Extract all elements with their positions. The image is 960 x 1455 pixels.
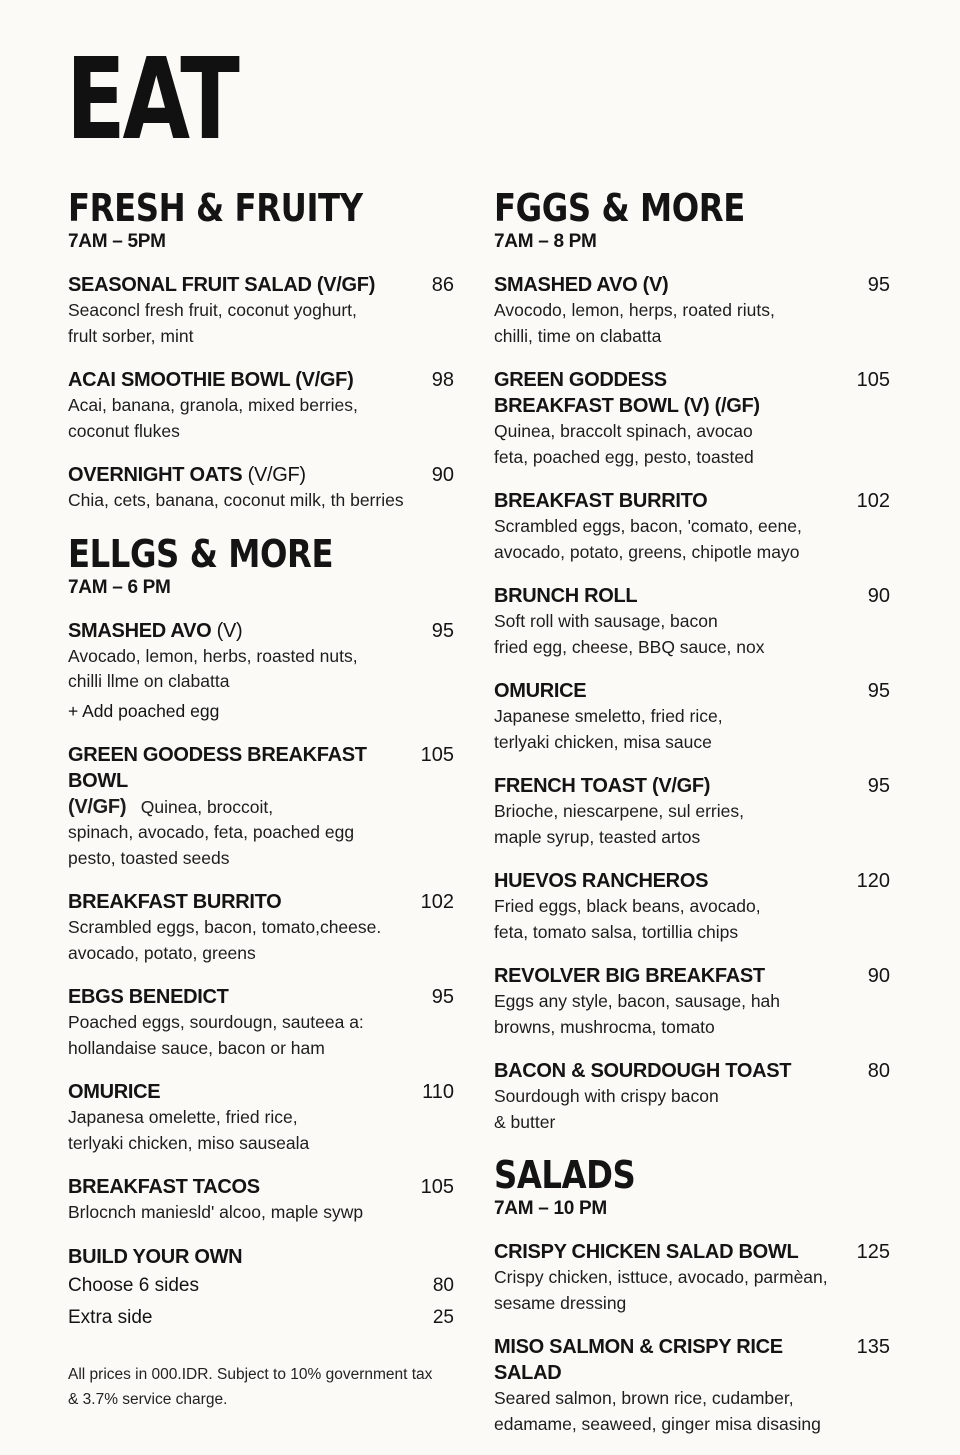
item-description: spinach, avocado, feta, poached egg bbox=[68, 822, 355, 842]
section-hours: 7AM – 5PM bbox=[68, 231, 166, 252]
row-label: Extra side bbox=[68, 1306, 153, 1328]
item-price: 105 bbox=[420, 743, 454, 766]
menu-item bbox=[68, 272, 454, 349]
item-price: 98 bbox=[431, 369, 454, 391]
item-description: Eggs any style, bacon, sausage, hah bbox=[494, 991, 781, 1011]
menu-item bbox=[68, 367, 454, 444]
item-description: Brioche, niescarpene, sul erries, bbox=[494, 801, 744, 821]
item-description: chilli, time on clabatta bbox=[494, 325, 662, 346]
item-description: Scrambled eggs, bacon, 'comato, eene, bbox=[494, 516, 802, 536]
footnote-line: All prices in 000.IDR. Subject to 10% government tax bbox=[68, 1365, 433, 1383]
menu-item bbox=[494, 1334, 890, 1437]
item-description: Japanesa omelette, fried rice, bbox=[68, 1107, 298, 1127]
item-description-inline: Quinea, broccoit, bbox=[140, 796, 274, 817]
item-name: BACON & SOURDOUGH TOAST bbox=[494, 1060, 792, 1082]
item-description: Crispy chicken, isttuce, avocado, parmèan, bbox=[494, 1267, 828, 1287]
item-price: 80 bbox=[867, 1060, 890, 1082]
item-price: 105 bbox=[420, 1176, 454, 1198]
item-tag: (V/GF) bbox=[247, 464, 306, 486]
item-description: maple syrup, teasted artos bbox=[494, 826, 701, 847]
item-price: 105 bbox=[856, 369, 890, 391]
item-price: 95 bbox=[867, 775, 890, 797]
item-price: 90 bbox=[867, 585, 890, 607]
item-description: feta, tomato salsa, tortillia chips bbox=[494, 921, 739, 942]
section-hours: 7AM – 10 PM bbox=[494, 1198, 607, 1219]
item-description: Acai, banana, granola, mixed berries, bbox=[68, 395, 358, 415]
menu-item bbox=[494, 272, 890, 349]
item-price: 125 bbox=[856, 1241, 890, 1263]
item-description: feta, poached egg, pesto, toasted bbox=[494, 446, 754, 467]
price-footnote bbox=[68, 1362, 454, 1412]
item-name: MISO SALMON & CRISPY RICE SALAD bbox=[494, 1336, 783, 1384]
section-eggs-more-left bbox=[68, 532, 454, 1226]
row-label: Choose 6 sides bbox=[68, 1274, 199, 1296]
menu-item bbox=[494, 1058, 890, 1135]
item-description: Brlocnch maniesld' alcoo, maple sywp bbox=[68, 1202, 364, 1222]
item-name: REVOLVER BIG BREAKFAST bbox=[494, 965, 765, 987]
item-name-text: OVERNIGHT OATS bbox=[68, 464, 243, 486]
section-fresh-fruity bbox=[68, 186, 454, 514]
menu-item bbox=[494, 583, 890, 660]
menu-item bbox=[494, 963, 890, 1040]
item-description: Sourdough with crispy bacon bbox=[494, 1086, 719, 1106]
item-tag: (V/GF) bbox=[68, 795, 127, 818]
item-description: hollandaise sauce, bacon or ham bbox=[68, 1037, 325, 1058]
section-title: FGGS & MORE bbox=[494, 186, 745, 230]
item-description: browns, mushrocma, tomato bbox=[494, 1016, 715, 1037]
item-price: 95 bbox=[867, 680, 890, 702]
item-description: Quinea, braccolt spinach, avocao bbox=[494, 421, 753, 441]
section-title: FRESH & FRUITY bbox=[68, 186, 363, 230]
item-description: edamame, seaweed, ginger misa disasing bbox=[494, 1413, 821, 1434]
menu-item bbox=[494, 1239, 890, 1316]
item-description bbox=[68, 794, 454, 821]
section-title: ELLGS & MORE bbox=[68, 531, 334, 576]
page-title: EAT bbox=[66, 35, 237, 165]
row-price: 25 bbox=[432, 1306, 454, 1328]
item-name: BRUNCH ROLL bbox=[494, 585, 638, 607]
item-description: avocado, potato, greens, chipotle mayo bbox=[494, 541, 800, 562]
item-tag: (V) bbox=[216, 619, 243, 642]
section-subtitle: BUILD YOUR OWN bbox=[68, 1245, 243, 1268]
section-eggs-more-right bbox=[494, 186, 890, 1135]
item-description: chilli llme on clabatta bbox=[68, 671, 230, 691]
item-name: EBGS BENEDICT bbox=[68, 986, 229, 1008]
item-name: GREEN GODDESS bbox=[494, 369, 667, 391]
item-description: sesame dressing bbox=[494, 1292, 627, 1313]
menu-item bbox=[494, 678, 890, 755]
item-description: fried egg, cheese, BBQ sauce, nox bbox=[494, 636, 765, 657]
menu-item bbox=[68, 889, 454, 966]
item-price: 95 bbox=[431, 986, 454, 1008]
item-description: pesto, toasted seeds bbox=[68, 847, 230, 868]
left-column bbox=[68, 186, 454, 1412]
item-name bbox=[68, 618, 242, 644]
item-price: 90 bbox=[431, 464, 454, 486]
menu-item bbox=[68, 742, 454, 872]
item-name: BREAKFAST TACOS bbox=[68, 1176, 260, 1198]
price-row bbox=[68, 1302, 454, 1334]
menu-item bbox=[68, 984, 454, 1061]
section-hours: 7AM – 8 PM bbox=[494, 231, 597, 252]
item-price: 95 bbox=[431, 619, 454, 642]
menu-item bbox=[68, 462, 454, 514]
item-name: BREAKFAST BURRITO bbox=[494, 490, 708, 512]
item-name: SEASONAL FRUIT SALAD (V/GF) bbox=[68, 274, 376, 296]
item-name: HUEVOS RANCHEROS bbox=[494, 870, 709, 892]
item-price: 90 bbox=[867, 965, 890, 987]
item-name: OMURICE bbox=[494, 680, 587, 702]
menu-item bbox=[494, 773, 890, 850]
item-name: SMASHED AVO (V) bbox=[494, 274, 669, 296]
item-description: Seaconcl fresh fruit, coconut yoghurt, bbox=[68, 300, 357, 320]
item-name: FRENCH TOAST (V/GF) bbox=[494, 775, 711, 797]
item-name: GREEN GOODESS BREAKFAST BOWL bbox=[68, 743, 367, 792]
item-price: 102 bbox=[856, 490, 890, 512]
menu-item bbox=[68, 1079, 454, 1156]
item-description: Seared salmon, brown rice, cudamber, bbox=[494, 1388, 794, 1408]
section-title: SALADS bbox=[494, 1153, 636, 1197]
item-description: Avocado, lemon, herbs, roasted nuts, bbox=[68, 645, 358, 666]
item-description: Chia, cets, banana, coconut milk, th berries bbox=[68, 490, 404, 510]
item-name: BREAKFAST BURRITO bbox=[68, 891, 282, 913]
item-price: 135 bbox=[856, 1336, 890, 1358]
section-salads bbox=[494, 1153, 890, 1437]
item-description: frult sorber, mint bbox=[68, 325, 194, 346]
item-addon: + Add poached egg bbox=[68, 700, 220, 721]
section-hours: 7AM – 6 PM bbox=[68, 576, 171, 598]
item-name-continued: BREAKFAST BOWL (V) (/GF) bbox=[494, 395, 760, 417]
item-name: ACAI SMOOTHIE BOWL (V/GF) bbox=[68, 369, 354, 391]
item-description: Soft roll with sausage, bacon bbox=[494, 611, 718, 631]
item-name: OMURICE bbox=[68, 1081, 161, 1103]
item-description: Fried eggs, black beans, avocado, bbox=[494, 896, 761, 916]
menu-item bbox=[68, 618, 454, 724]
item-name-text: SMASHED AVO bbox=[68, 619, 212, 642]
item-description: & butter bbox=[494, 1111, 556, 1132]
item-description: coconut flukes bbox=[68, 420, 180, 441]
menu-item bbox=[494, 488, 890, 565]
item-description: Poached eggs, sourdougn, sauteea a: bbox=[68, 1012, 364, 1032]
item-description: terlyaki chicken, miso sauseala bbox=[68, 1132, 310, 1153]
item-description: Avocodo, lemon, herps, roated riuts, bbox=[494, 300, 775, 320]
footnote-line: & 3.7% service charge. bbox=[68, 1390, 228, 1408]
section-build-your-own bbox=[68, 1244, 454, 1334]
menu-item bbox=[68, 1174, 454, 1226]
item-description: Japanese smeletto, fried rice, bbox=[494, 706, 723, 726]
item-price: 95 bbox=[867, 274, 890, 296]
item-description: terlyaki chicken, misa sauce bbox=[494, 731, 712, 752]
item-name bbox=[68, 462, 306, 488]
item-price: 86 bbox=[431, 274, 454, 296]
item-price: 120 bbox=[856, 870, 890, 892]
row-price: 80 bbox=[432, 1274, 454, 1296]
item-price: 102 bbox=[420, 891, 454, 913]
item-name: CRISPY CHICKEN SALAD BOWL bbox=[494, 1241, 799, 1263]
item-price: 110 bbox=[422, 1081, 454, 1103]
item-description: Scrambled eggs, bacon, tomato,cheese. bbox=[68, 917, 382, 937]
menu-item bbox=[494, 367, 890, 470]
right-column bbox=[494, 186, 890, 1455]
item-description: avocado, potato, greens bbox=[68, 942, 256, 963]
price-row bbox=[68, 1270, 454, 1302]
menu-item bbox=[494, 868, 890, 945]
